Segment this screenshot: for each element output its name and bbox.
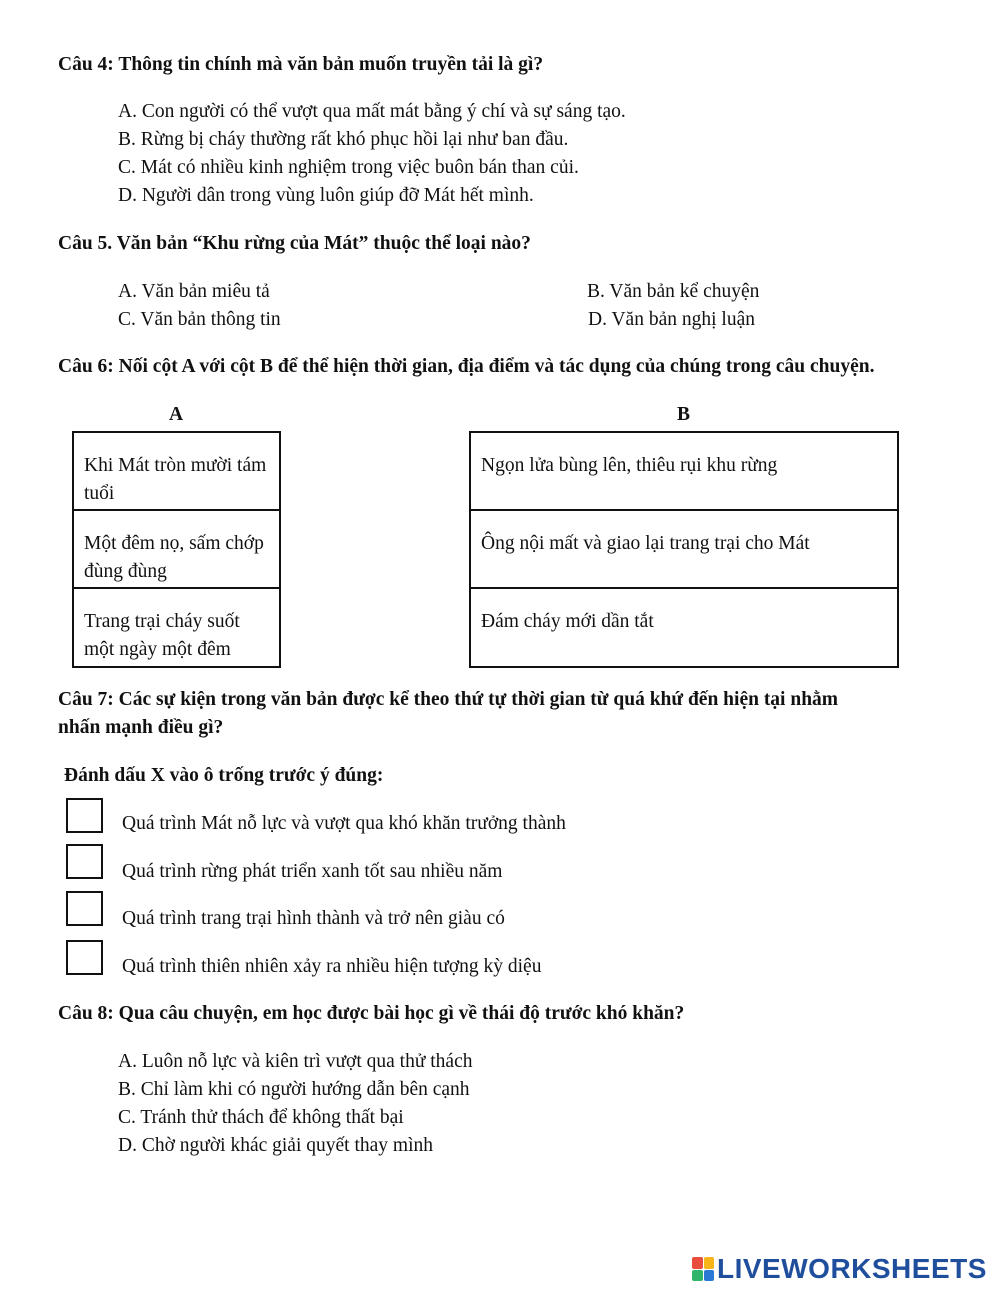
q7-checkbox-2[interactable] — [66, 844, 103, 879]
column-b-header: B — [677, 404, 691, 425]
column-b-divider — [471, 587, 897, 589]
logo-text: LIVEWORKSHEETS — [717, 1253, 987, 1284]
q7-option-4: Quá trình thiên nhiên xảy ra nhiều hiện tượng kỳ diệu — [122, 956, 542, 977]
q7-checkbox-1[interactable] — [66, 798, 103, 833]
column-a-item[interactable]: Một đêm nọ, sấm chớp đùng đùng — [84, 533, 264, 582]
q6-title: Câu 6: Nối cột A với cột B để thể hiện thời gian, địa điểm và tác dụng của chúng trong câu chuyện. — [58, 356, 875, 377]
q7-title-line1: Câu 7: Các sự kiện trong văn bản được kể theo thứ tự thời gian từ quá khứ đến hiện tại nhằm — [58, 689, 839, 710]
q5-option-c[interactable]: C. Văn bản thông tin — [118, 309, 281, 330]
column-b-item[interactable]: Ngọn lửa bùng lên, thiêu rụi khu rừng — [481, 455, 778, 476]
q5-option-b[interactable]: B. Văn bản kể chuyện — [587, 281, 760, 302]
q7-option-1: Quá trình Mát nỗ lực và vượt qua khó khăn trưởng thành — [122, 813, 566, 834]
q7-checkbox-3[interactable] — [66, 891, 103, 926]
q4-option-b[interactable]: B. Rừng bị cháy thường rất khó phục hồi lại như ban đầu. — [118, 129, 569, 150]
q7-title-line2: nhấn mạnh điều gì? — [58, 717, 224, 738]
q5-option-d[interactable]: D. Văn bản nghị luận — [588, 309, 755, 330]
q8-option-a[interactable]: A. Luôn nỗ lực và kiên trì vượt qua thử thách — [118, 1051, 473, 1072]
column-a-header: A — [169, 404, 184, 425]
q4-option-d[interactable]: D. Người dân trong vùng luôn giúp đỡ Mát hết mình. — [118, 185, 534, 206]
column-a-table — [72, 431, 281, 668]
column-a-divider — [74, 509, 279, 511]
q4-option-a[interactable]: A. Con người có thể vượt qua mất mát bằng ý chí và sự sáng tạo. — [118, 101, 626, 122]
q7-checkbox-4[interactable] — [66, 940, 103, 975]
column-b-divider — [471, 509, 897, 511]
q8-option-b[interactable]: B. Chỉ làm khi có người hướng dẫn bên cạnh — [118, 1079, 470, 1100]
column-b-table — [469, 431, 899, 668]
q8-option-c[interactable]: C. Tránh thử thách để không thất bại — [118, 1107, 404, 1128]
q7-instruction: Đánh dấu X vào ô trống trước ý đúng: — [64, 765, 384, 786]
logo-mark-icon — [692, 1257, 714, 1281]
q4-option-c[interactable]: C. Mát có nhiều kinh nghiệm trong việc buôn bán than củi. — [118, 157, 579, 178]
q7-option-3: Quá trình trang trại hình thành và trở nên giàu có — [122, 908, 505, 929]
column-b-item[interactable]: Ông nội mất và giao lại trang trại cho Mát — [481, 533, 810, 554]
q7-option-2: Quá trình rừng phát triển xanh tốt sau nhiều năm — [122, 861, 503, 882]
q5-option-a[interactable]: A. Văn bản miêu tả — [118, 281, 270, 302]
column-b-item[interactable]: Đám cháy mới dần tắt — [481, 611, 654, 632]
q8-option-d[interactable]: D. Chờ người khác giải quyết thay mình — [118, 1135, 433, 1156]
q4-title: Câu 4: Thông tin chính mà văn bản muốn truyền tải là gì? — [58, 54, 544, 75]
q8-title: Câu 8: Qua câu chuyện, em học được bài học gì về thái độ trước khó khăn? — [58, 1003, 685, 1024]
q5-title: Câu 5. Văn bản “Khu rừng của Mát” thuộc thể loại nào? — [58, 233, 531, 254]
column-a-item[interactable]: Khi Mát tròn mười tám tuổi — [84, 455, 267, 504]
liveworksheets-logo — [692, 1254, 987, 1284]
column-a-item[interactable]: Trang trại cháy suốt một ngày một đêm — [84, 611, 240, 660]
column-a-divider — [74, 587, 279, 589]
